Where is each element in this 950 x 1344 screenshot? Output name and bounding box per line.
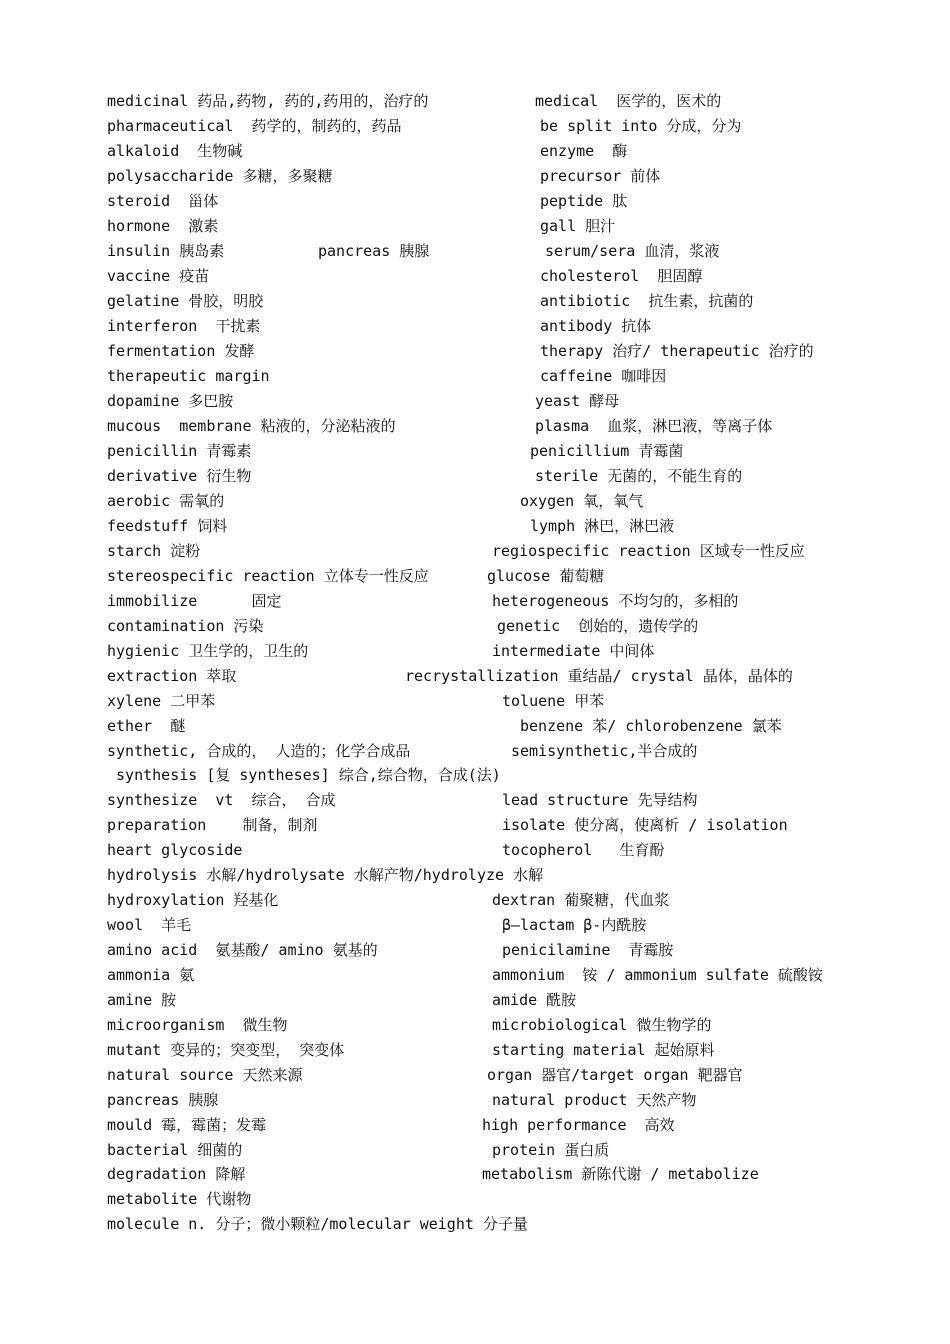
- term-right: medical 医学的，医术的: [535, 92, 722, 110]
- term-right: lymph 淋巴，淋巴液: [530, 517, 675, 535]
- term-left: medicinal 药品,药物, 药的,药用的，治疗的: [107, 92, 429, 110]
- term-right: dextran 葡聚糖，代血浆: [492, 891, 670, 909]
- vocab-row: [0, 464, 950, 489]
- term-right: lead structure 先导结构: [502, 791, 698, 809]
- term-left: pancreas 胰腺: [107, 1091, 219, 1109]
- term-right: high performance 高效: [482, 1116, 675, 1134]
- term-left: vaccine 疫苗: [107, 267, 210, 285]
- term-right: genetic 创始的，遗传学的: [497, 617, 699, 635]
- term-right: peptide 肽: [540, 192, 628, 210]
- vocab-row: [0, 264, 950, 289]
- vocab-row: [0, 414, 950, 439]
- vocab-row: [0, 963, 950, 988]
- term-left: mucous membrane 粘液的，分泌粘液的: [107, 417, 396, 435]
- term-left: derivative 衍生物: [107, 467, 252, 485]
- term-left: feedstuff 饲料: [107, 517, 228, 535]
- vocab-row: [0, 813, 950, 838]
- term-right: plasma 血浆，淋巴液，等离子体: [535, 417, 773, 435]
- term-left: insulin 胰岛素: [107, 242, 225, 260]
- vocab-row: [0, 589, 950, 614]
- term-right: microbiological 微生物学的: [492, 1016, 712, 1034]
- term-right: metabolism 新陈代谢 / metabolize: [482, 1165, 759, 1183]
- term-left: aerobic 需氧的: [107, 492, 225, 510]
- term-right: cholesterol 胆固醇: [540, 267, 703, 285]
- vocab-row: [0, 1038, 950, 1063]
- term-right: intermediate 中间体: [492, 642, 655, 660]
- term-right: sterile 无菌的，不能生育的: [535, 467, 743, 485]
- vocab-row: [0, 1187, 950, 1212]
- vocab-row: [0, 564, 950, 589]
- term-right: tocopherol 生育酚: [502, 841, 665, 859]
- vocab-row: [0, 139, 950, 164]
- vocab-row: [0, 1138, 950, 1163]
- term-right: toluene 甲苯: [502, 692, 605, 710]
- term-right: recrystallization 重结晶/ crystal 晶体，晶体的: [405, 667, 793, 685]
- term-left: wool 羊毛: [107, 916, 192, 934]
- term-right: heterogeneous 不均匀的，多相的: [492, 592, 739, 610]
- vocab-row: [0, 1088, 950, 1113]
- term-right: be split into 分成，分为: [540, 117, 742, 135]
- term-left: starch 淀粉: [107, 542, 201, 560]
- term-left: hormone 激素: [107, 217, 219, 235]
- term-right: natural product 天然产物: [492, 1091, 697, 1109]
- term-right: penicilamine 青霉胺: [502, 941, 674, 959]
- term-right: oxygen 氧，氧气: [520, 492, 644, 510]
- vocab-row: [0, 214, 950, 239]
- vocab-row: [0, 1212, 950, 1237]
- vocab-row: [0, 988, 950, 1013]
- vocab-row: [0, 838, 950, 863]
- vocab-row: [0, 938, 950, 963]
- vocab-row: [0, 514, 950, 539]
- vocab-row: [0, 364, 950, 389]
- term-left: pharmaceutical 药学的，制药的，药品: [107, 117, 402, 135]
- vocab-row: [0, 489, 950, 514]
- vocab-row: [0, 1063, 950, 1088]
- term-right: precursor 前体: [540, 167, 661, 185]
- term-right: yeast 酵母: [535, 392, 620, 410]
- vocab-row: [0, 114, 950, 139]
- term-left: ether 醚: [107, 717, 186, 735]
- vocab-row: [0, 689, 950, 714]
- vocab-row: [0, 614, 950, 639]
- term-right: serum/sera 血清，浆液: [545, 242, 720, 260]
- term-left: synthesize vt 综合， 合成: [107, 791, 336, 809]
- term-right: penicillium 青霉菌: [530, 442, 684, 460]
- term-left: hydroxylation 羟基化: [107, 891, 279, 909]
- vocab-row: [0, 314, 950, 339]
- vocab-row: [0, 714, 950, 739]
- term-left: penicillin 青霉素: [107, 442, 252, 460]
- vocab-row: [0, 539, 950, 564]
- term-left: stereospecific reaction 立体专一性反应: [107, 567, 429, 585]
- term-right: β—lactam β-内酰胺: [502, 916, 647, 934]
- term-left: interferon 干扰素: [107, 317, 261, 335]
- term-left: degradation 降解: [107, 1165, 246, 1183]
- term-left: immobilize 固定: [107, 592, 282, 610]
- vocab-row: [0, 1013, 950, 1038]
- term-left: mutant 变异的；突变型， 突变体: [107, 1041, 345, 1059]
- vocab-row: [0, 189, 950, 214]
- term-right: ammonium 铵 / ammonium sulfate 硫酸铵: [492, 966, 823, 984]
- term-right: semisynthetic,半合成的: [511, 742, 698, 760]
- term-left: metabolite 代谢物: [107, 1190, 252, 1208]
- term-right: caffeine 咖啡因: [540, 367, 667, 385]
- term-right: benzene 苯/ chlorobenzene 氯苯: [520, 717, 782, 735]
- term-left: therapeutic margin: [107, 367, 270, 385]
- vocab-row: [0, 639, 950, 664]
- term-left: microorganism 微生物: [107, 1016, 288, 1034]
- term-right: starting material 起始原料: [492, 1041, 715, 1059]
- vocab-row: [0, 89, 950, 114]
- term-left: dopamine 多巴胺: [107, 392, 234, 410]
- term-right: therapy 治疗/ therapeutic 治疗的: [540, 342, 814, 360]
- term-right: amide 酰胺: [492, 991, 577, 1009]
- vocab-row: [0, 289, 950, 314]
- term-left: mould 霉，霉菌；发霉: [107, 1116, 267, 1134]
- term-middle: pancreas 胰腺: [318, 242, 430, 260]
- term-right: antibiotic 抗生素，抗菌的: [540, 292, 754, 310]
- term-right: glucose 葡萄糖: [487, 567, 605, 585]
- term-left: xylene 二甲苯: [107, 692, 216, 710]
- vocab-row: [0, 164, 950, 189]
- term-right: enzyme 酶: [540, 142, 628, 160]
- term-left: extraction 萃取: [107, 667, 237, 685]
- term-left: synthetic, 合成的， 人造的；化学合成品: [107, 742, 411, 760]
- term-left: amine 胺: [107, 991, 177, 1009]
- term-left: preparation 制备，制剂: [107, 816, 318, 834]
- term-right: organ 器官/target organ 靶器官: [487, 1066, 743, 1084]
- term-left: amino acid 氨基酸/ amino 氨基的: [107, 941, 378, 959]
- vocab-row: [0, 239, 950, 264]
- vocab-row: [0, 788, 950, 813]
- term-right: isolate 使分离，使离析 / isolation: [502, 816, 788, 834]
- vocab-row: [0, 664, 950, 689]
- term-left: alkaloid 生物碱: [107, 142, 243, 160]
- term-right: protein 蛋白质: [492, 1141, 610, 1159]
- vocab-row: [0, 913, 950, 938]
- vocab-row: [0, 1162, 950, 1187]
- term-left: natural source 天然来源: [107, 1066, 303, 1084]
- vocab-row: [0, 389, 950, 414]
- vocab-row: [0, 888, 950, 913]
- term-left: contamination 污染: [107, 617, 264, 635]
- term-left: synthesis [复 syntheses] 综合,综合物，合成(法): [107, 766, 501, 784]
- vocab-row: [0, 739, 950, 764]
- term-left: hygienic 卫生学的，卫生的: [107, 642, 309, 660]
- term-right: antibody 抗体: [540, 317, 652, 335]
- vocab-row: [0, 439, 950, 464]
- vocab-row: [0, 763, 950, 788]
- term-left: polysaccharide 多糖，多聚糖: [107, 167, 333, 185]
- term-left: ammonia 氨: [107, 966, 195, 984]
- term-right: regiospecific reaction 区域专一性反应: [492, 542, 805, 560]
- vocab-row: [0, 863, 950, 888]
- term-left: fermentation 发酵: [107, 342, 255, 360]
- term-left: steroid 甾体: [107, 192, 219, 210]
- term-left: molecule n. 分子；微小颗粒/molecular weight 分子量: [107, 1215, 528, 1233]
- term-left: hydrolysis 水解/hydrolysate 水解产物/hydrolyze 水解: [107, 866, 544, 884]
- vocab-row: [0, 1113, 950, 1138]
- term-left: bacterial 细菌的: [107, 1141, 243, 1159]
- term-left: gelatine 骨胶，明胶: [107, 292, 264, 310]
- term-left: heart glycoside: [107, 841, 243, 859]
- vocab-row: [0, 339, 950, 364]
- term-right: gall 胆汁: [540, 217, 616, 235]
